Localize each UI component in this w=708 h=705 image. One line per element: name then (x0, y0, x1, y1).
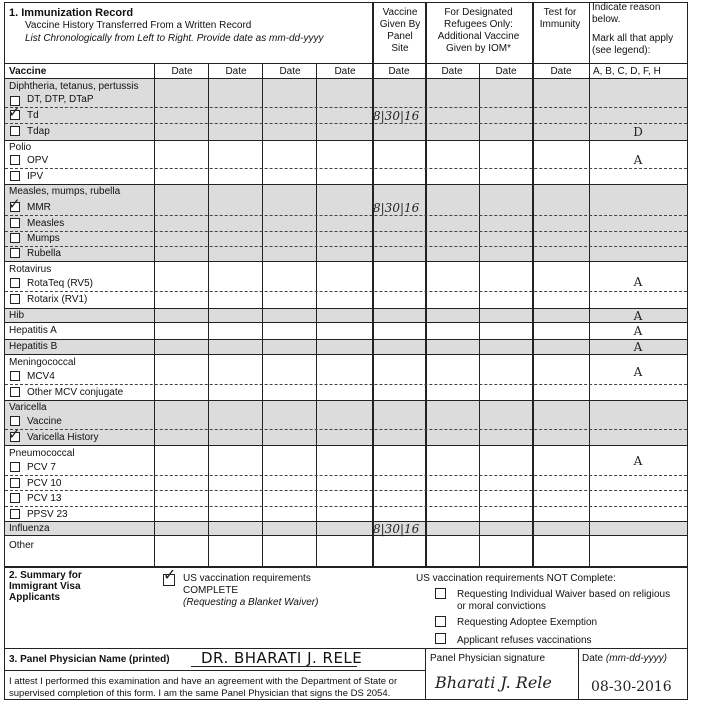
shade-hib (5, 308, 687, 322)
col-divider (372, 3, 374, 566)
influenza-panel-date: 8|30|16 (373, 522, 420, 536)
date-column-header: Date (279, 66, 301, 77)
date-label (582, 653, 667, 665)
complete-label-3: (Requesting a Blanket Waiver) (183, 597, 319, 608)
refugee-header-line: Refugees Only: (444, 19, 513, 30)
vaccine-column-header: Vaccine (9, 66, 47, 77)
section-divider (5, 566, 687, 568)
vaccine-label: Hepatitis A (9, 325, 57, 336)
vaccine-label: Mumps (27, 233, 60, 244)
refugee-header-line: Given by IOM* (445, 43, 512, 54)
vaccine-label: Measles (27, 218, 65, 229)
shade-varicella (5, 400, 687, 445)
vaccine-label: RotaTeq (RV5) (27, 278, 93, 289)
row-divider (5, 291, 687, 292)
row-divider (5, 123, 687, 124)
individual-waiver-checkbox[interactable] (435, 588, 446, 599)
vaccine-label: PCV 13 (27, 493, 62, 504)
col-divider (532, 3, 534, 566)
hepa-reason: A (633, 324, 643, 338)
vaccine-label: PPSV 23 (27, 509, 68, 520)
group-divider (5, 521, 687, 522)
signature-label: Panel Physician signature (430, 653, 546, 664)
group-divider (5, 339, 687, 340)
date-column-header: Date (334, 66, 356, 77)
mcv-other-checkbox[interactable] (10, 387, 20, 397)
rotarix-checkbox[interactable] (10, 294, 20, 304)
adoptee-label: Requesting Adoptee Exemption (457, 617, 598, 628)
panel-site-line: Given By (379, 19, 421, 30)
signature-date: 08-30-2016 (591, 679, 672, 695)
date-column-header: Date (495, 66, 517, 77)
col-divider (425, 3, 427, 566)
td-checkmark: ✓ (8, 103, 21, 121)
panel-site-header (375, 7, 425, 55)
mcv4-checkbox[interactable] (10, 371, 20, 381)
immunization-form (4, 2, 688, 700)
vaccine-label: IPV (27, 171, 44, 182)
date-divider (578, 648, 579, 700)
group-divider (5, 445, 687, 446)
section-title: 1. Immunization Record (9, 7, 134, 19)
ipv-checkbox[interactable] (10, 171, 20, 181)
summary-title-line: Applicants (9, 592, 61, 603)
panel-site-line: Vaccine (382, 7, 418, 18)
reason-header-line: (see legend): (592, 45, 651, 56)
signature-divider (425, 648, 426, 700)
individual-waiver-label: Requesting Individual Waiver based on religious (457, 589, 671, 600)
pcv7-checkbox[interactable] (10, 462, 20, 472)
varicella-checkmark: ✓ (8, 425, 21, 443)
vaccine-group-label: Rotavirus (9, 264, 52, 275)
refugee-header (426, 7, 531, 55)
row-divider (5, 231, 687, 232)
vaccine-label: Varicella History (27, 432, 99, 443)
subheader-divider (5, 78, 687, 79)
date-column-header: Date (171, 66, 193, 77)
vaccine-label: DT, DTP, DTaP (27, 94, 94, 105)
polio-reason: A (633, 153, 643, 167)
refuses-checkbox[interactable] (435, 633, 446, 644)
opv-checkbox[interactable] (10, 155, 20, 165)
individual-waiver-label-2: or moral convictions (457, 601, 546, 612)
hib-reason: A (633, 309, 643, 323)
not-complete-label: US vaccination requirements NOT Complete: (416, 573, 616, 584)
mmr-checkmark: ✓ (8, 195, 21, 213)
vaccine-group-label: Varicella (9, 402, 47, 413)
summary-title-line: 2. Summary for (9, 570, 82, 581)
physician-name: DR. BHARATI J. RELE (201, 649, 363, 667)
vaccine-group-label: Pneumococcal (9, 448, 75, 459)
physician-signature: Bharati J. Rele (435, 673, 552, 692)
date-label-text: Date (582, 653, 604, 664)
refuses-label: Applicant refuses vaccinations (457, 635, 592, 646)
group-divider (5, 535, 687, 536)
complete-label-2: COMPLETE (183, 585, 239, 596)
reason-header (592, 2, 687, 57)
tdap-reason: D (633, 125, 643, 139)
shade-hepb (5, 339, 687, 354)
pcv13-checkbox[interactable] (10, 493, 20, 503)
panel-site-line: Site (391, 43, 409, 54)
measles-checkbox[interactable] (10, 218, 20, 228)
mening-reason: A (633, 365, 643, 379)
pneumo-reason: A (633, 454, 643, 468)
rubella-checkbox[interactable] (10, 248, 20, 258)
vaccine-label: Vaccine (27, 416, 62, 427)
vaccine-label: PCV 10 (27, 478, 62, 489)
group-divider (5, 322, 687, 323)
reason-header-line: Mark all that apply (592, 33, 674, 44)
complete-label: US vaccination requirements (183, 573, 311, 584)
date-column-header: Date (225, 66, 247, 77)
vaccine-group-label: Polio (9, 142, 32, 153)
vaccine-label: Hib (9, 310, 25, 321)
ppsv23-checkbox[interactable] (10, 509, 20, 519)
vaccine-label: Td (27, 110, 39, 121)
row-divider (5, 246, 687, 247)
attestation-line-2: supervised completion of this form. I am the same Panel Physician that signs the DS 2054. (9, 688, 391, 699)
pcv10-checkbox[interactable] (10, 478, 20, 488)
vaccine-group-label: Meningococcal (9, 357, 76, 368)
td-panel-date: 8|30|16 (373, 109, 420, 123)
header-divider (5, 63, 687, 64)
row-divider (5, 384, 687, 385)
row-divider (5, 506, 687, 507)
row-divider (5, 168, 687, 169)
shade-influenza (5, 521, 687, 535)
group-divider (5, 140, 687, 141)
rota-reason: A (633, 275, 643, 289)
complete-checkmark: ✓ (163, 565, 177, 584)
vaccine-label: Tdap (27, 126, 50, 137)
summary-title-line: Immigrant Visa (9, 581, 81, 592)
test-immunity-line: Immunity (539, 19, 581, 30)
vaccine-label: OPV (27, 155, 49, 166)
vaccine-label: Rubella (27, 248, 61, 259)
row-divider (5, 107, 687, 108)
vaccine-label: Rotarix (RV1) (27, 294, 88, 305)
physician-name-underline (5, 670, 425, 671)
row-divider (5, 475, 687, 476)
vaccine-label: Hepatitis B (9, 341, 58, 352)
adoptee-checkbox[interactable] (435, 616, 446, 627)
vaccine-label: Other MCV conjugate (27, 387, 124, 398)
reason-header-line: below. (592, 14, 621, 25)
group-divider (5, 354, 687, 355)
panel-site-line: Panel (387, 31, 413, 42)
section-subtitle: Vaccine History Transferred From a Written Record (25, 20, 252, 31)
summary-title (9, 570, 82, 603)
refugee-header-line: For Designated (444, 7, 513, 18)
attestation-line-1: I attest I performed this examination and have an agreement with the Department of State or (9, 676, 398, 687)
physician-name-label: 3. Panel Physician Name (printed) (9, 654, 170, 665)
date-column-header: Date (550, 66, 572, 77)
tdap-checkbox[interactable] (10, 126, 20, 136)
date-column-header: Date (388, 66, 410, 77)
vaccine-label: MCV4 (27, 371, 55, 382)
group-divider (5, 184, 687, 185)
row-divider (5, 215, 687, 216)
vaccine-label: Influenza (9, 523, 50, 534)
vaccine-label: PCV 7 (27, 462, 56, 473)
date-column-header: Date (441, 66, 463, 77)
test-immunity-header (533, 7, 587, 31)
vaccine-label: Other (9, 540, 35, 551)
section-instruction: List Chronologically from Left to Right. Provide date as mm-dd-yyyy (25, 33, 324, 44)
row-divider (5, 429, 687, 430)
mumps-checkbox[interactable] (10, 233, 20, 243)
vaccine-label: MMR (27, 202, 51, 213)
mmr-panel-date: 8|30|16 (373, 201, 420, 215)
physician-name-line (191, 666, 357, 667)
date-format-text: (mm-dd-yyyy) (605, 653, 668, 664)
vaccine-group-label: Measles, mumps, rubella (9, 186, 121, 197)
group-divider (5, 400, 687, 401)
row-divider (5, 490, 687, 491)
vaccine-group-label: Diphtheria, tetanus, pertussis (9, 81, 139, 92)
refugee-header-line: Additional Vaccine (437, 31, 520, 42)
legend-column-header: A, B, C, D, F, H (593, 66, 661, 77)
group-divider (5, 261, 687, 262)
test-immunity-line: Test for (543, 7, 577, 18)
rotateq-checkbox[interactable] (10, 278, 20, 288)
reason-header-line: Indicate reason (592, 2, 661, 13)
hepb-reason: A (633, 340, 643, 354)
group-divider (5, 308, 687, 309)
